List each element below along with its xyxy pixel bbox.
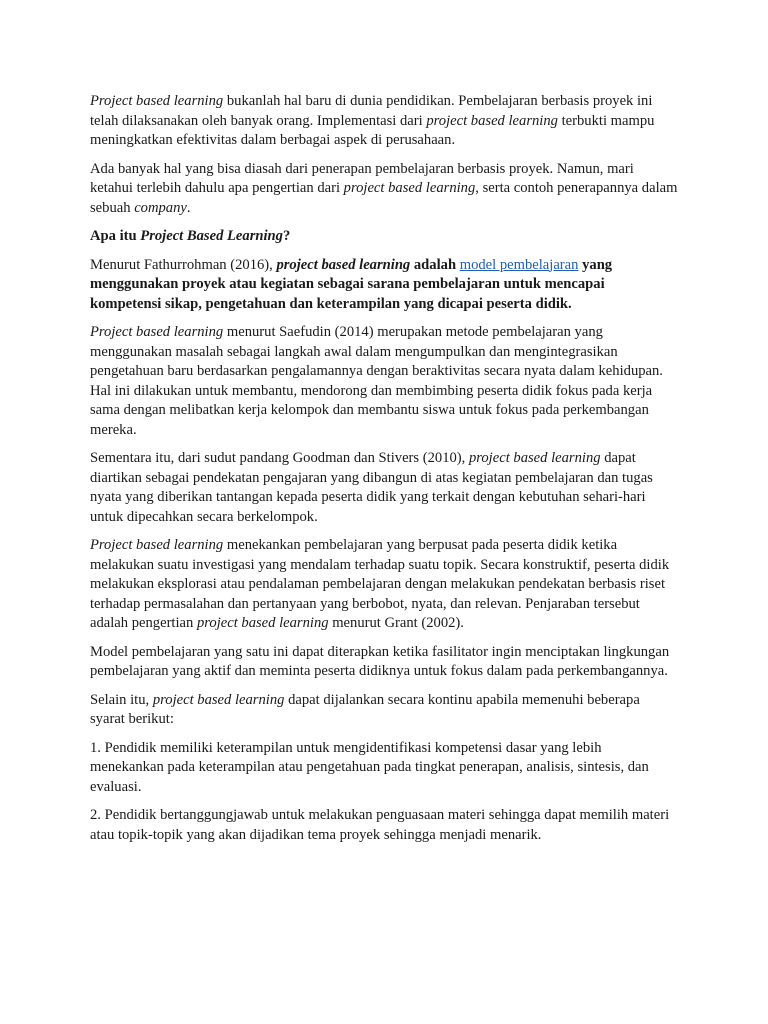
emphasis-term: project based learning [196,615,329,631]
paragraph-definition-goodman [90,449,678,527]
paragraph-definition-fathurrohman [90,256,678,315]
paragraph-text: Ada banyak hal yang bisa diasah dari penerapan pembelajaran berbasis proyek. Namun, mari ketahui terlebih dahulu apa pengertian dari [90,160,634,196]
emphasis-term: company [134,199,187,216]
paragraph-text: menekankan pembelajaran yang berpusat pada peserta didik ketika melakukan suatu investigasi yang mendalam terhadap suatu topik. Secara konstruktif, peserta didik melakukan eksplorasi atau pendalaman pembelajaran dengan melakukan pendekatan berbasis riset terhadap permasalahan dan pertanyaan yang berbobot, nyata, dan relevan. Penjaraban tersebut adalah pengertian [90,537,670,631]
paragraph-text: terbukti mampu meningkatkan efektivitas dalam berbagai aspek di perusahaan. [90,112,655,148]
paragraph-text: menurut Grant (2002). [328,615,464,631]
list-item: 2. Pendidik bertanggungjawab untuk melakukan penguasaan materi sehingga dapat memilih materi atau topik-topik yang akan dijadikan tema proyek sehingga menjadi menarik. [90,807,670,843]
emphasis-term: project based learning [426,112,558,129]
paragraph-text: bukanlah hal baru di dunia pendidikan. Pembelajaran berbasis proyek ini telah dilaksanakan oleh banyak orang. Implementasi dari [90,93,653,129]
paragraph-text: dapat dijalankan secara kontinu apabila memenuhi beberapa syarat berikut: [90,691,640,727]
paragraph-text: Selain itu, [90,691,153,708]
section-heading [90,227,678,247]
paragraph-text: dapat diartikan sebagai pendekatan pengajaran yang dibangun di atas kegiatan pembelajaran dan tugas nyata yang diberikan tantangan kepada peserta didik yang terkait dengan kebutuhan sehari-hari untuk dipecahkan secara berkelompok. [90,450,653,525]
emphasis-term: Project based learning [90,93,224,109]
paragraph-model-usage: Model pembelajaran yang satu ini dapat diterapkan ketika fasilitator ingin menciptakan lingkungan pembelajaran yang aktif dan meminta peserta didiknya untuk fokus dalam pada perkembangannya. [90,643,670,679]
paragraph-text: . [186,199,191,216]
heading-text: Apa itu [90,228,141,244]
paragraph-text: menurut Saefudin (2014) merupakan metode pembelajaran yang menggunakan masalah sebagai langkah awal dalam mengumpulkan dan mengintegrasikan pengetahuan baru berdasarkan pengalamannya dengan beraktivitas secara nyata dalam kehidupan. Hal ini dilakukan untuk membantu, mendorong dan membimbing peserta didik fokus pada kerja sama dengan melibatkan kerja kelompok dan membantu siswa untuk fokus pada perkembangan mereka. [90,324,663,438]
paragraph-definition-saefudin [90,323,678,440]
emphasis-term: project based learning [276,256,411,273]
model-pembelajaran-link[interactable]: model pembelajaran [459,256,579,273]
emphasis-term: project based learning [343,180,476,196]
emphasis-term: project based learning [152,691,285,708]
emphasis-term: project based learning [468,450,601,466]
paragraph-text: Menurut Fathurrohman (2016), [90,256,277,273]
paragraph-text: , serta contoh penerapannya dalam sebuah [90,180,678,216]
bold-text: yang menggunakan proyek atau kegiatan sebagai sarana pembelajaran untuk mencapai kompetensi sikap, pengetahuan dan keterampilan yang dicapai peserta didik. [90,256,613,312]
list-item: 1. Pendidik memiliki keterampilan untuk mengidentifikasi kompetensi dasar yang lebih menekankan pada keterampilan atau pengetahuan pada tingkat penerapan, analisis, sintesis, dan evaluasi. [90,739,649,795]
heading-term: Project Based Learning [140,228,283,244]
paragraph-intro [90,92,678,151]
paragraph-definition-grant [90,536,678,634]
bold-text: adalah [410,256,460,273]
paragraph-requirements-intro [90,691,678,730]
heading-text: ? [282,228,291,244]
emphasis-term: Project based learning [90,324,224,340]
paragraph-overview [90,160,678,219]
emphasis-term: Project based learning [90,537,224,553]
paragraph-text: Sementara itu, dari sudut pandang Goodman dan Stivers (2010), [90,450,469,466]
